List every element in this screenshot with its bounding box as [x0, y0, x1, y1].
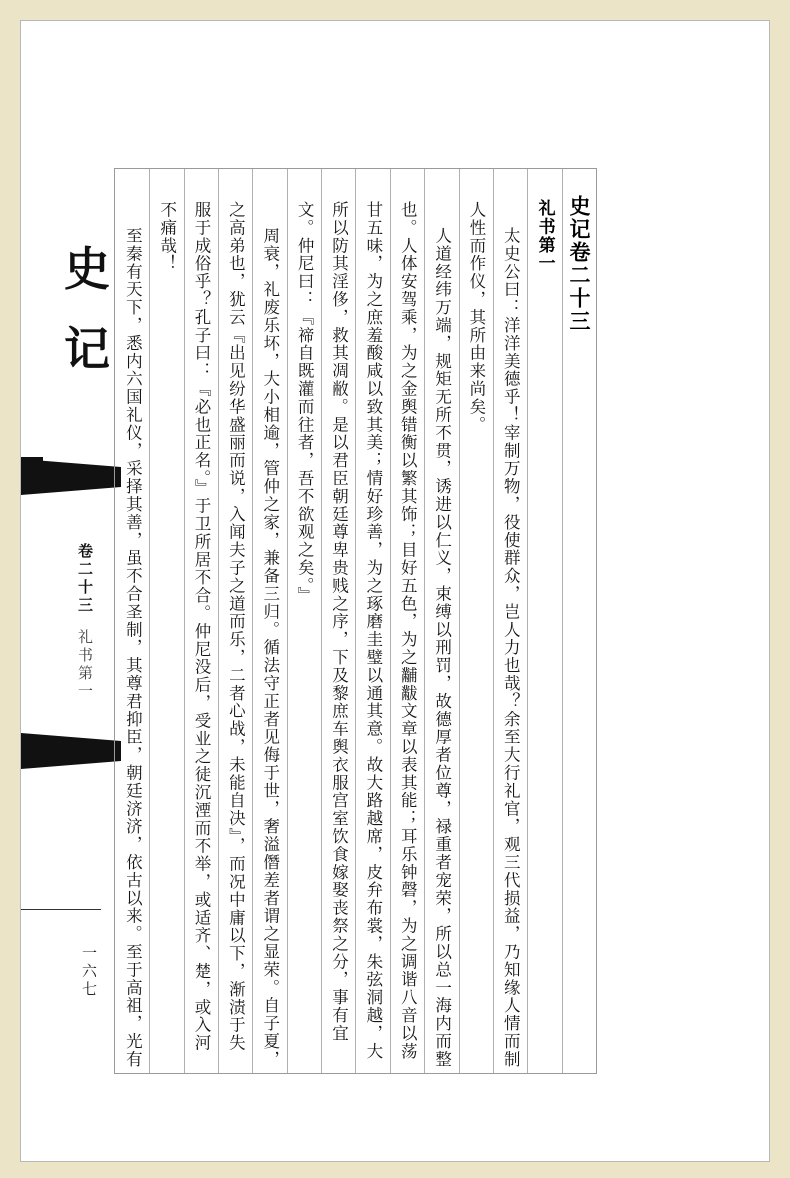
volume-label: 卷二十三 [76, 543, 94, 615]
side-title-char: 史 [64, 242, 110, 296]
text-column: 太史公曰：洋洋美德乎！宰制万物，役使群众，岂人力也哉？余至大行礼官，观三代损益，乃知缘人情而制 [493, 169, 527, 1073]
side-book-title [59, 229, 115, 389]
page-number: 一六七 [80, 945, 98, 999]
bottom-wedge-ornament [21, 731, 121, 771]
text-column: 人性而作仪，其所由来尚矣。 [459, 169, 493, 1073]
text-column: 周衰，礼废乐坏，大小相逾，管仲之家，兼备三归。循法守正者见侮于世，奢溢僭差者谓之显荣。自子夏， [252, 169, 286, 1073]
text-column: 之高弟也，犹云『出见纷华盛丽而说，入闻夫子之道而乐，二者心战，未能自决』，而况中庸以下，渐渍于失 [218, 169, 252, 1073]
text-column: 至秦有天下，悉内六国礼仪，采择其善，虽不合圣制，其尊君抑臣，朝廷济济，依古以来。至于高祖，光有 [123, 227, 143, 1069]
side-chapter-label [75, 543, 96, 701]
text-column: 也。人体安驾乘，为之金舆错衡以繁其饰；目好五色，为之黼黻文章以表其能；耳乐钟磬，为之调谐八音以荡 [390, 169, 424, 1073]
text-column: 服于成俗乎？孔子曰：『必也正名。』于卫所居不合。仲尼没后，受业之徒沉湮而不举，或适齐、楚，或入河 [184, 169, 218, 1073]
text-column: 甘五味，为之庶羞酸咸以致其美；情好珍善，为之琢磨圭璧以通其意。故大路越席，皮弁布裳，朱弦洞越，大 [355, 169, 389, 1073]
book-title-column: 史记卷二十三 [562, 169, 596, 1073]
text-column: 不痛哉！ [149, 169, 183, 1073]
top-wedge-ornament [21, 457, 121, 497]
chapter-title-column: 礼书第一 [527, 169, 561, 1073]
text-column: 所以防其淫侈，救其凋敝。是以君臣朝廷尊卑贵贱之序，下及黎庶车舆衣服宫室饮食嫁娶丧祭之分，事有宜 [321, 169, 355, 1073]
text-column: 人道经纬万端，规矩无所不贯，诱进以仁义，束缚以刑罚，故德厚者位尊，禄重者宠荣，所以总一海内而整 [424, 169, 458, 1073]
side-title-char: 记 [64, 322, 110, 376]
text-grid [114, 168, 597, 1074]
book-page [20, 20, 770, 1162]
side-divider [21, 909, 101, 910]
section-label: 礼书第一 [76, 628, 94, 701]
text-column: 文。仲尼曰：『禘自既灌而往者，吾不欲观之矣。』 [287, 169, 321, 1073]
